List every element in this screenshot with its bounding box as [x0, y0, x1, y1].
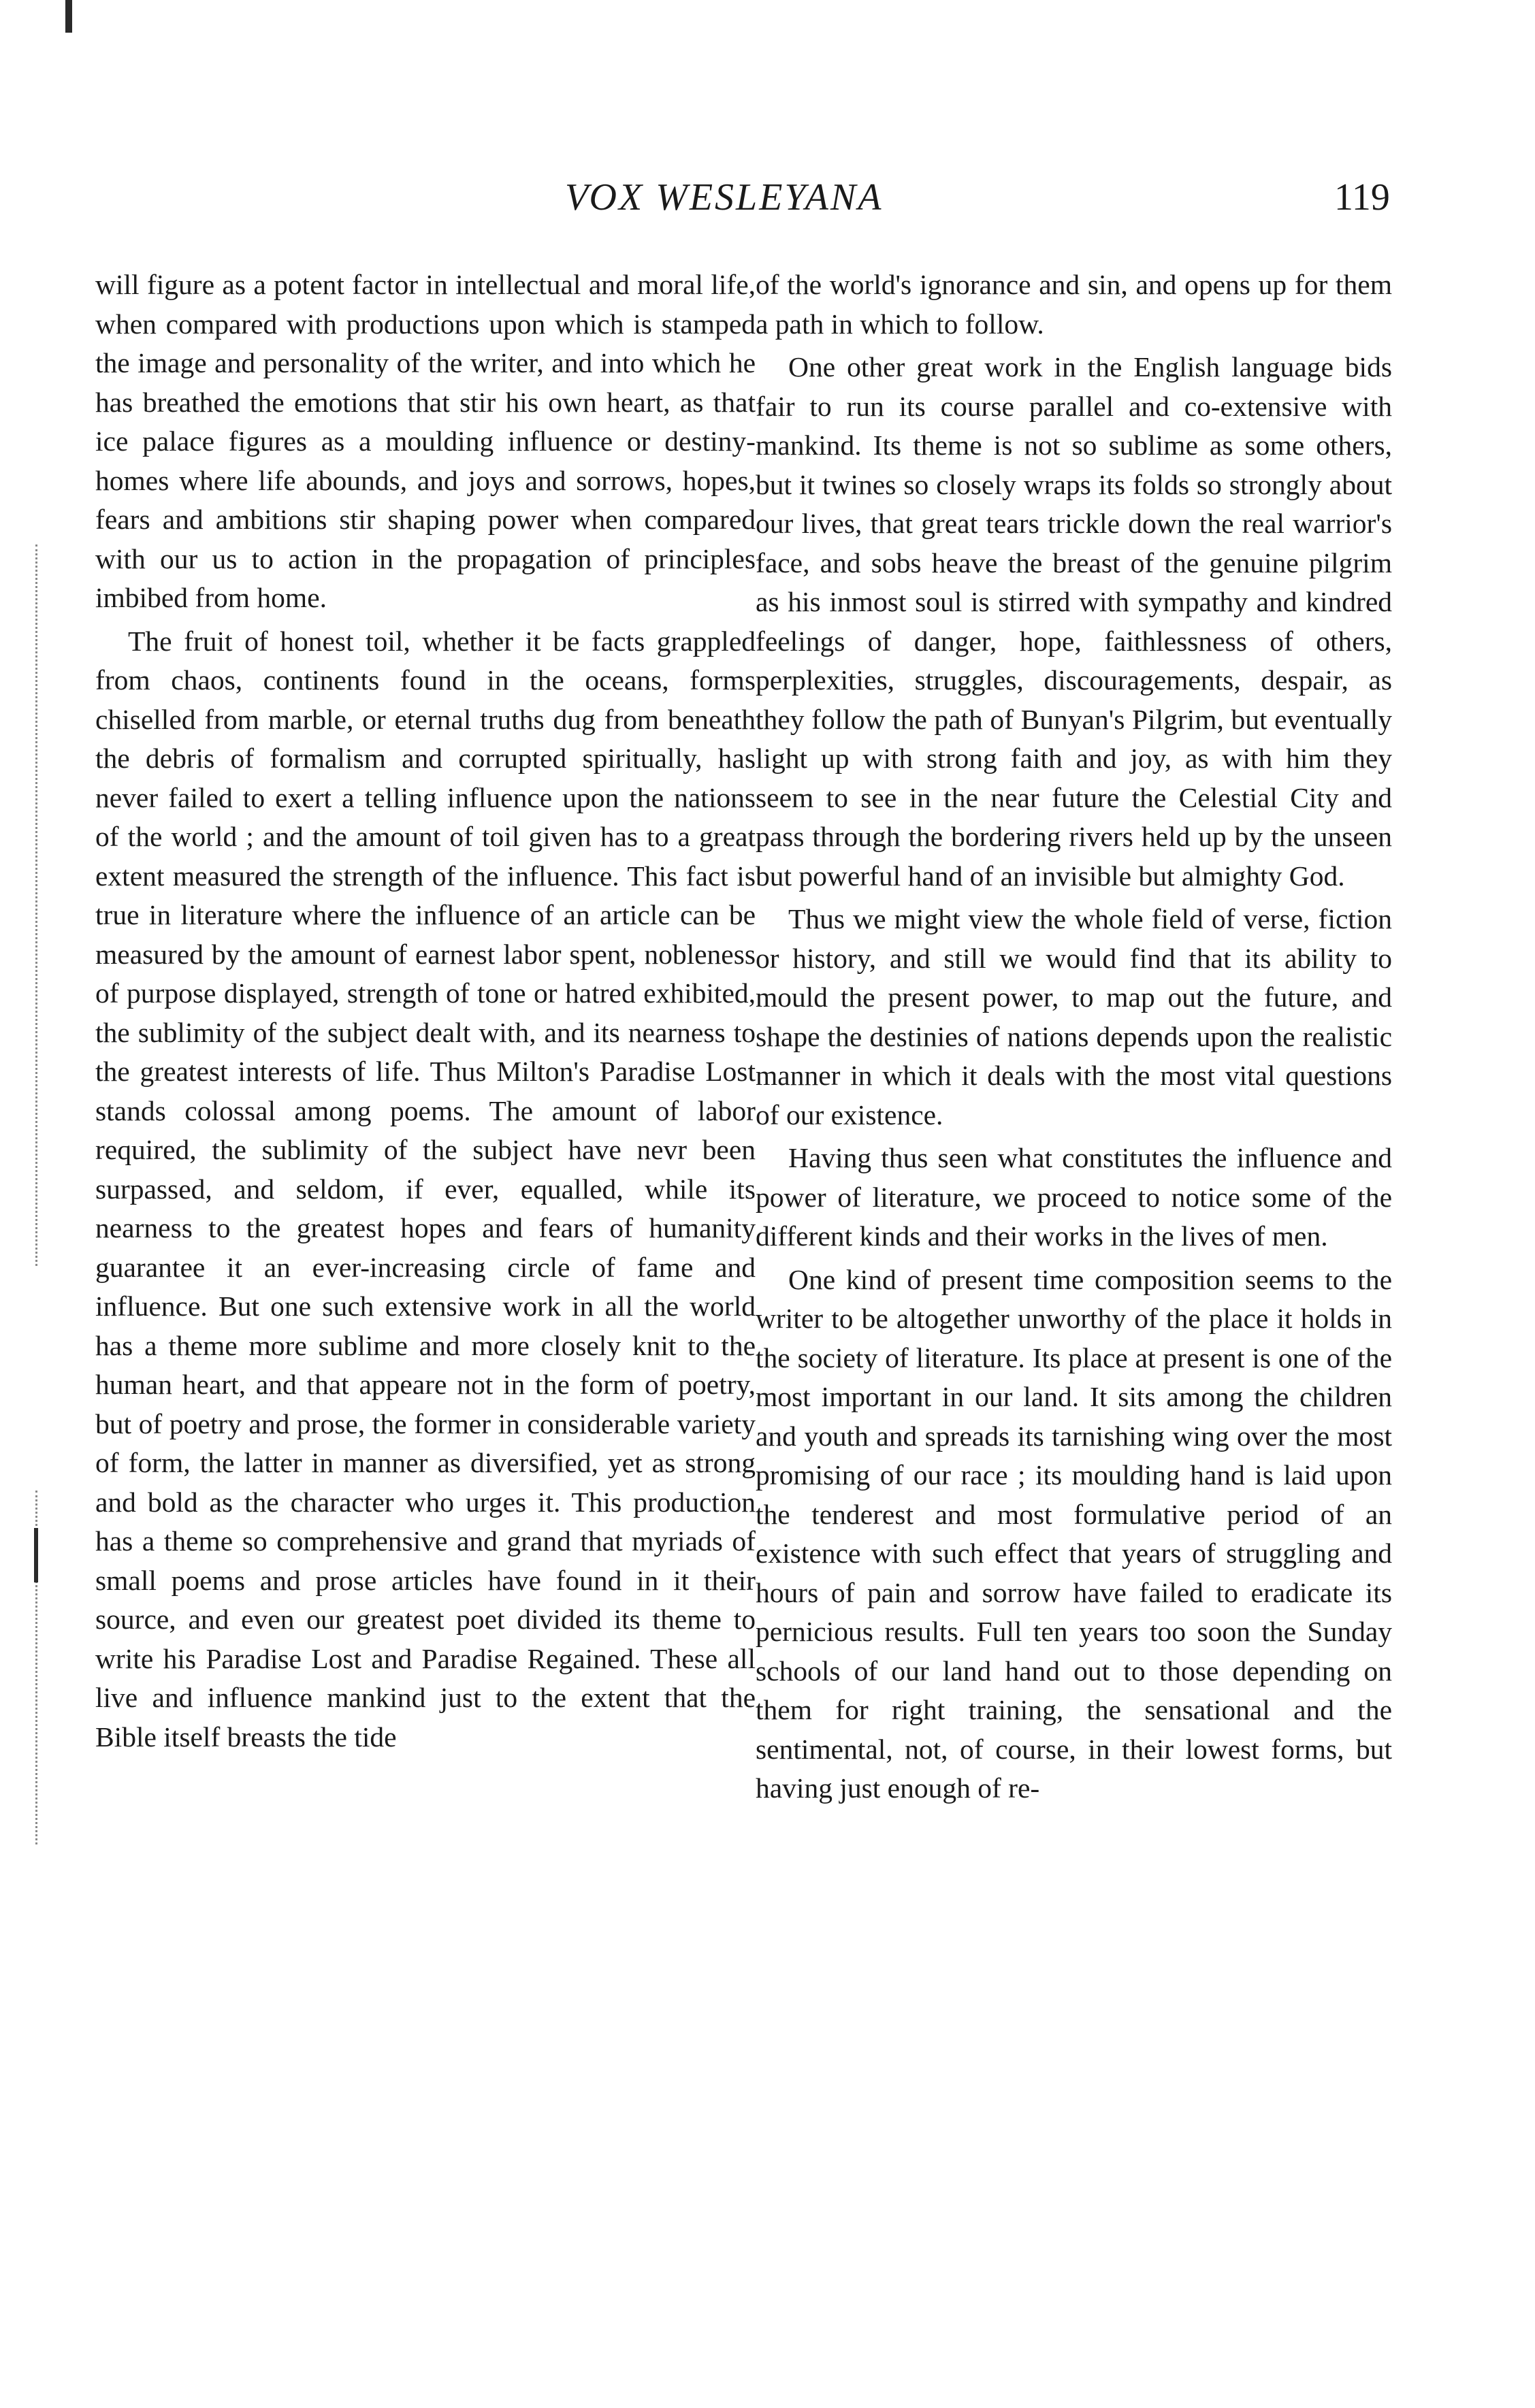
- paragraph: One kind of present time composition seems to the writer to be altogether unworthy of the place it holds in the society of literature. Its place at present is one of the most important in our land. It sits among the children and youth and spreads its tarnishing wing over the most promising of our race ; its moulding hand is laid upon the tenderest and most formulative period of an existence with such effect that years of struggling and hours of pain and sorrow have failed to eradicate its pernicious results. Full ten years too soon the Sunday schools of our land hand out to those depending on them for right training, the sensational and the sentimental, not, of course, in their lowest forms, but having just enough of re-: [756, 1263, 1392, 1804]
- paragraph: The fruit of honest toil, whether it be facts grappled from chaos, continents found in the oceans, forms chiselled from marble, or eternal truths dug from beneath the debris of formalism and corrupted spiritually, has never failed to exert a telling influence upon the nations of the world ; and the amount of toil given has to a great extent measured the strength of the influence. This fact is true in literature where the influence of an article can be measured by the amount of earnest labor spent, nobleness of purpose displayed, strength of tone or hatred exhibited, the sublimity of the subject dealt with, and its nearness to the greatest interests of life. Thus Milton's Paradise Lost stands colossal among poems. The amount of labor required, the sublimity of the subject have nevr been surpassed, and seldom, if ever, equalled, while its nearness to the greatest hopes and fears of humanity guarantee it an ever-increasing circle of fame and influence. But one such extensive work in all the world has a theme more sublime and more closely knit to the human heart, and that appeare not in the form of poetry, but of poetry and prose, the former in considerable variety of form, the latter in manner as diversified, yet as strong and bold as the character who urges it. This production has a theme so comprehensive and grand that myriads of small poems and prose articles have found in it their source, and even our greatest poet divided its theme to write his Paradise Lost and Paradise Regained. These all live and influence mankind just to the extent that the Bible itself breasts the tide: [95, 625, 756, 1753]
- right-column: [756, 265, 1392, 2321]
- scan-artifact-top-left: [65, 0, 72, 33]
- paragraph: Thus we might view the whole field of verse, fiction or history, and still we would find that its ability to mould the present power, to map out the future, and shape the destinies of nations depends upon the realistic manner in which it deals with the most vital questions of our existence.: [756, 903, 1392, 1130]
- page-header: [0, 176, 1535, 237]
- paragraph: of the world's ignorance and sin, and opens up for them a path in which to follow.: [756, 269, 1392, 340]
- page-number: 119: [1334, 176, 1390, 218]
- margin-mark: [34, 1528, 38, 1582]
- paragraph: Having thus seen what constitutes the influence and power of literature, we proceed to notice some of the different kinds and their works in the lives of men.: [756, 1142, 1392, 1252]
- running-title: VOX WESLEYANA: [565, 176, 884, 218]
- margin-dots-upper: [35, 544, 40, 1266]
- left-column: [95, 265, 756, 2321]
- paragraph: will figure as a potent factor in intellectual and moral life, when compared with productions upon which is stamped the image and personality of the writer, and into which he has breathed the emotions that stir his own heart, as that ice palace figures as a moulding influence or destiny-homes where life abounds, and joys and sorrows, hopes, fears and ambitions stir shaping power when compared with our us to action in the propagation of principles imbibed from home.: [95, 269, 756, 613]
- paragraph: One other great work in the English language bids fair to run its course parallel and co-extensive with mankind. Its theme is not so sublime as some others, but it twines so closely wraps its folds so strongly about our lives, that great tears trickle down the real warrior's face, and sobs heave the breast of the genuine pilgrim as his inmost soul is stirred with sympathy and kindred feelings of danger, hope, faithlessness of others, perplexities, struggles, discouragements, despair, as they follow the path of Bunyan's Pilgrim, but eventually light up with strong faith and joy, as with him they seem to see in the near future the Celestial City and pass through the bordering rivers held up by the unseen but powerful hand of an invisible but almighty God.: [756, 351, 1392, 892]
